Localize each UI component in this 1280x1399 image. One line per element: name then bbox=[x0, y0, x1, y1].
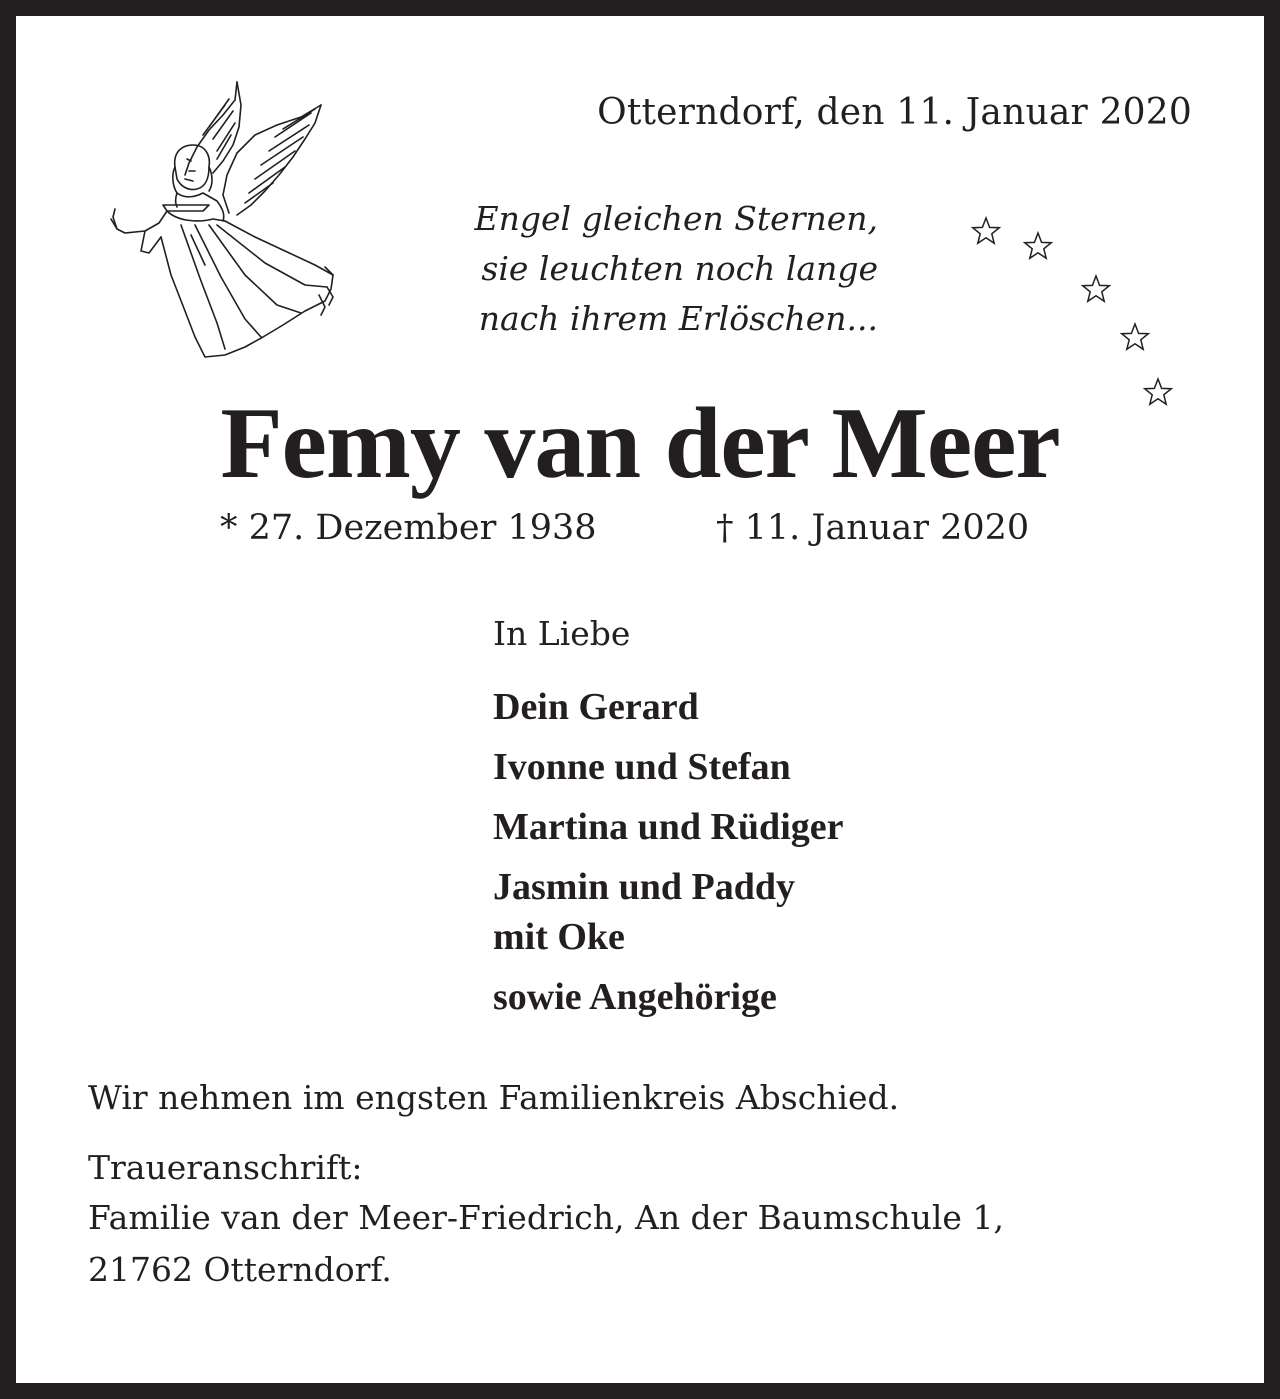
farewell-note: Wir nehmen im engsten Familienkreis Abschied. bbox=[88, 1078, 900, 1117]
mourner-entry-line: Jasmin und Paddy bbox=[493, 866, 796, 908]
mourner-entry: Martina und Rüdiger bbox=[493, 806, 844, 848]
mourners-list bbox=[493, 612, 843, 1032]
mourner-entry: Ivonne und Stefan bbox=[493, 746, 791, 788]
mourner-entry-line: mit Oke bbox=[493, 916, 625, 958]
star-icon bbox=[1025, 233, 1052, 258]
mourning-address-line: 21762 Otterndorf. bbox=[88, 1250, 392, 1289]
mourner-entry: Dein Gerard bbox=[493, 686, 699, 728]
motto-line: sie leuchten noch lange bbox=[481, 249, 878, 288]
mourning-address-line: Familie van der Meer-Friedrich, An der Baumschule 1, bbox=[88, 1198, 1004, 1237]
star-icon bbox=[1083, 276, 1110, 301]
motto-verse bbox=[388, 194, 878, 344]
motto-line: nach ihrem Erlöschen... bbox=[478, 299, 878, 338]
in-love-label: In Liebe bbox=[493, 614, 631, 653]
deceased-name: Femy van der Meer bbox=[220, 387, 1060, 500]
star-icon bbox=[973, 218, 1000, 243]
star-icon bbox=[1122, 324, 1149, 349]
mourner-entry: sowie Angehörige bbox=[493, 976, 777, 1018]
motto-line: Engel gleichen Sternen, bbox=[474, 199, 878, 238]
death-date: † 11. Januar 2020 bbox=[716, 508, 1030, 548]
birth-date: * 27. Dezember 1938 bbox=[220, 508, 597, 548]
mourning-address-label: Traueranschrift: bbox=[88, 1148, 363, 1187]
mourner-entry bbox=[493, 862, 843, 962]
place-and-date: Otterndorf, den 11. Januar 2020 bbox=[597, 92, 1192, 133]
angel-icon bbox=[105, 75, 337, 365]
